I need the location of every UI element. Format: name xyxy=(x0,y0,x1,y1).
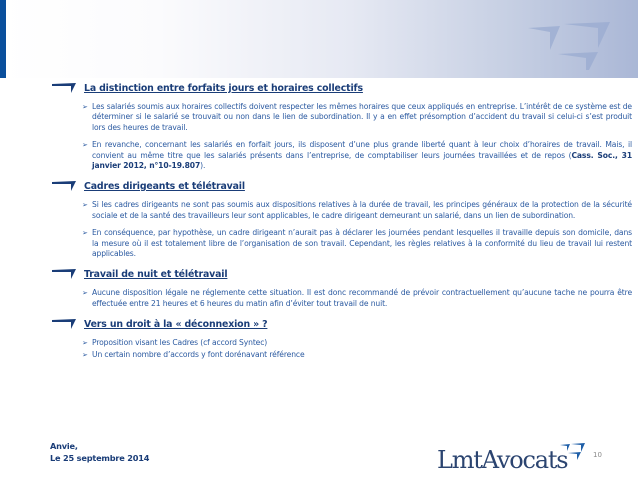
bullet-arrow-icon: ➢ xyxy=(82,350,88,359)
bullet-item: ➢ Si les cadres dirigeants ne sont pas soumis aux dispositions relatives à la durée de travail, les principes généraux de la protection de la sécurité sociale et de la santé des travailleurs leur sont applicables, le cadre dirigeant demeurant un salarié, dans un lien de subordination. xyxy=(82,200,632,220)
section-travail-nuit xyxy=(50,266,638,309)
section-deconnexion xyxy=(50,316,638,360)
logo-text: LmtAvocats xyxy=(437,446,568,474)
arrow-marker-icon xyxy=(50,268,80,280)
section-heading xyxy=(50,178,638,194)
bullet-arrow-icon: ➢ xyxy=(82,103,88,111)
section-cadres-dirigeants xyxy=(50,178,638,259)
footer-event-info xyxy=(50,440,149,464)
bullet-item: ➢ En conséquence, par hypothèse, un cadre dirigeant n’aurait pas à déclarer les journées pendant lesquelles il travaille depuis son domicile, dans la mesure où il est totalement libre de l’organisation de son travail. Cependant, les règles relatives à la conformité du lieu de travail lui restent applicables. xyxy=(82,228,632,259)
bullet-arrow-icon: ➢ xyxy=(82,229,88,238)
logo-mark-icon xyxy=(560,442,586,460)
arrow-marker-icon xyxy=(50,82,80,94)
page-number: 10 xyxy=(593,451,602,459)
header-band xyxy=(0,0,638,78)
section-heading xyxy=(50,316,638,332)
slide-content xyxy=(50,80,638,361)
bullet-arrow-icon: ➢ xyxy=(82,289,88,298)
section-title: Vers un droit à la « déconnexion » ? xyxy=(84,318,268,330)
section-forfaits xyxy=(50,80,638,171)
section-heading xyxy=(50,266,638,282)
arrow-marker-icon xyxy=(50,318,80,330)
left-accent-bar xyxy=(0,0,6,78)
footer-date: Le 25 septembre 2014 xyxy=(50,453,150,463)
case-citation: Cass. Soc., 31 janvier 2012, n°10-19.807 xyxy=(92,150,632,171)
bullet-item: ➢ Aucune disposition légale ne réglemente cette situation. Il est donc recommandé de prévoir contractuellement qu’aucune tache ne pourra être effectuée entre 21 heures et 6 heures du matin afin d’éviter tout travail de nuit. xyxy=(82,288,632,308)
bullet-item: ➢ Un certain nombre d’accords y font dorénavant référence xyxy=(82,349,305,359)
footer-event-name: Anvie, xyxy=(50,441,78,451)
bullet-item: ➢ Proposition visant les Cadres (cf accord Syntec) xyxy=(82,338,268,348)
section-title: La distinction entre forfaits jours et horaires collectifs xyxy=(84,82,363,94)
bullet-arrow-icon: ➢ xyxy=(82,141,88,150)
arrow-marker-icon xyxy=(50,180,80,192)
section-heading xyxy=(50,80,638,96)
section-title: Cadres dirigeants et télétravail xyxy=(84,180,245,192)
bullet-item: ➢ Les salariés soumis aux horaires collectifs doivent respecter les mêmes horaires que ceux appliqués en entreprise. L’intérêt de ce système est de déterminer si le salarié se trouvait ou non dans le lien de subordination. Il y a en effet présomption d’accident du travail si celui-ci s’est produit lors des heures de travail. xyxy=(82,102,632,132)
logo-mark-watermark-icon xyxy=(528,14,618,70)
company-logo xyxy=(437,444,587,476)
bullet-item: ➢ En revanche, concernant les salariés en forfait jours, ils disposent d’une plus grande liberté quant à leur choix d’horaires de travail. Mais, il convient au même titre que les salariés présents dans l’entreprise, de comptabiliser leurs journées travaillées et de repos (Cass. Soc., 31 janvier 2012, n°10-19.807). xyxy=(82,140,632,171)
bullet-arrow-icon: ➢ xyxy=(82,339,88,348)
section-title: Travail de nuit et télétravail xyxy=(84,268,228,280)
bullet-arrow-icon: ➢ xyxy=(82,201,88,210)
